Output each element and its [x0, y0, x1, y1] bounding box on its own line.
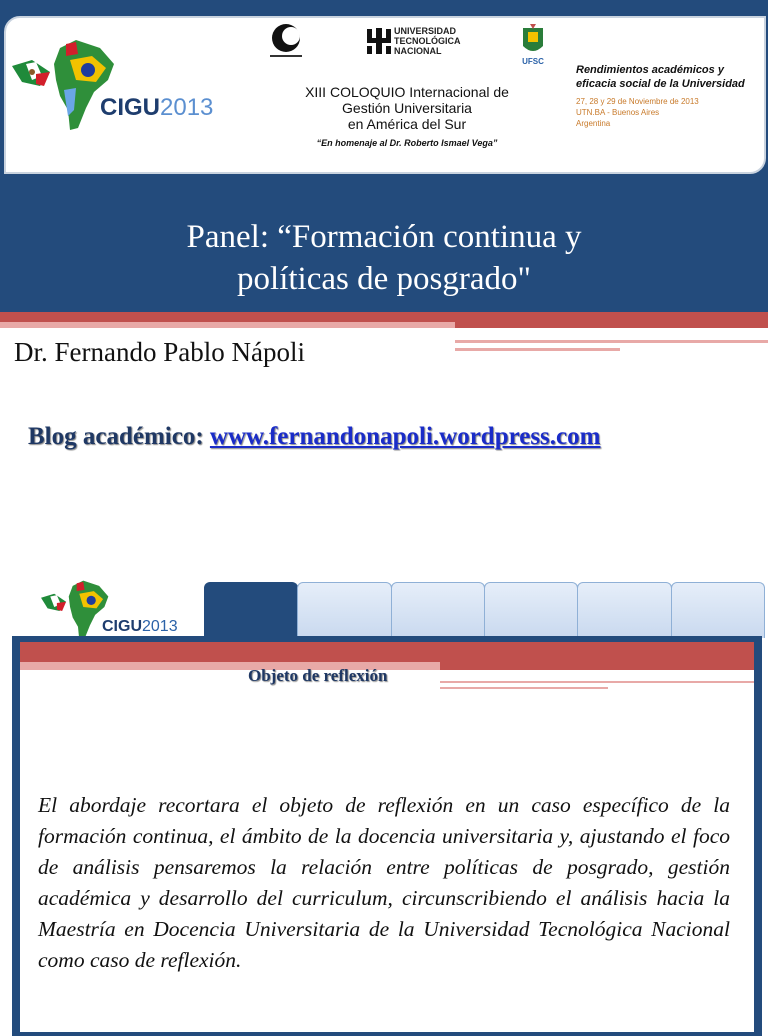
event-title-line-1: XIII COLOQUIO Internacional de — [305, 84, 509, 100]
event-title-line-2: Gestión Universitaria — [342, 100, 472, 116]
slide-title — [0, 0, 768, 500]
cigu-logo-text — [102, 618, 178, 636]
header-stripe — [20, 642, 754, 662]
event-date-location: 27, 28 y 29 de Noviembre de 2013 UTN.BA - Buenos Aires Argentina — [576, 97, 699, 128]
event-theme: Rendimientos académicos y eficacia social de la Universidad — [576, 64, 745, 90]
tab-6[interactable] — [671, 582, 765, 638]
section-heading: Objeto de reflexión — [248, 666, 388, 685]
panel-title-line-1: Panel: “Formación continua y — [186, 219, 582, 255]
tab-1[interactable] — [204, 582, 298, 638]
divider-stripe-light — [0, 322, 455, 328]
cigu-logo-text — [100, 94, 213, 122]
author-name: Dr. Fernando Pablo Nápoli — [14, 337, 305, 367]
cigu-year: 2013 — [142, 618, 178, 635]
cigu-brand: CIGU — [102, 618, 142, 635]
ufsc-logo-icon — [518, 24, 548, 66]
event-subtitle: “En homenaje al Dr. Roberto Ismael Vega” — [316, 138, 498, 148]
header-line-short — [440, 687, 608, 689]
divider-stripe — [0, 312, 768, 322]
tab-3[interactable] — [391, 582, 485, 638]
divider-line — [455, 340, 768, 343]
blog-label: Blog académico: — [28, 423, 204, 450]
cigu-year: 2013 — [160, 94, 214, 121]
event-title — [276, 84, 538, 132]
divider-line-short — [455, 348, 620, 351]
utn-name: UNIVERSIDAD TECNOLÓGICA NACIONAL — [394, 26, 461, 56]
panel-title — [84, 216, 684, 300]
conicet-logo-icon — [268, 22, 304, 60]
divider-stripe-dark — [455, 322, 768, 328]
utn-logo-icon — [364, 26, 394, 56]
tab-2[interactable] — [297, 582, 391, 638]
slide-tabs — [204, 582, 764, 638]
tab-5[interactable] — [577, 582, 671, 638]
tab-4[interactable] — [484, 582, 578, 638]
panel-title-line-2: políticas de posgrado" — [237, 261, 531, 297]
event-title-line-3: en América del Sur — [347, 116, 467, 132]
header-stripe-dark — [440, 662, 754, 670]
ufsc-label: UFSC — [522, 57, 544, 66]
header-line — [440, 681, 754, 683]
cigu-brand: CIGU — [100, 94, 160, 121]
blog-link[interactable]: www.fernandonapoli.wordpress.com — [209, 423, 601, 450]
blog-line — [28, 423, 600, 451]
slide-objeto — [0, 500, 768, 1024]
body-paragraph: El abordaje recortara el objeto de reflexión en un caso específico de la formación continua, el ámbito de la docencia universitaria y, ajustando el foco de análisis pensaremos la relación entre políticas de posgrado, gestión académica y desarrollo del curriculum, circunscribiendo el análisis hacia la Maestría en Docencia Universitaria de la Universidad Tecnológica Nacional como caso de reflexión. — [38, 793, 730, 972]
